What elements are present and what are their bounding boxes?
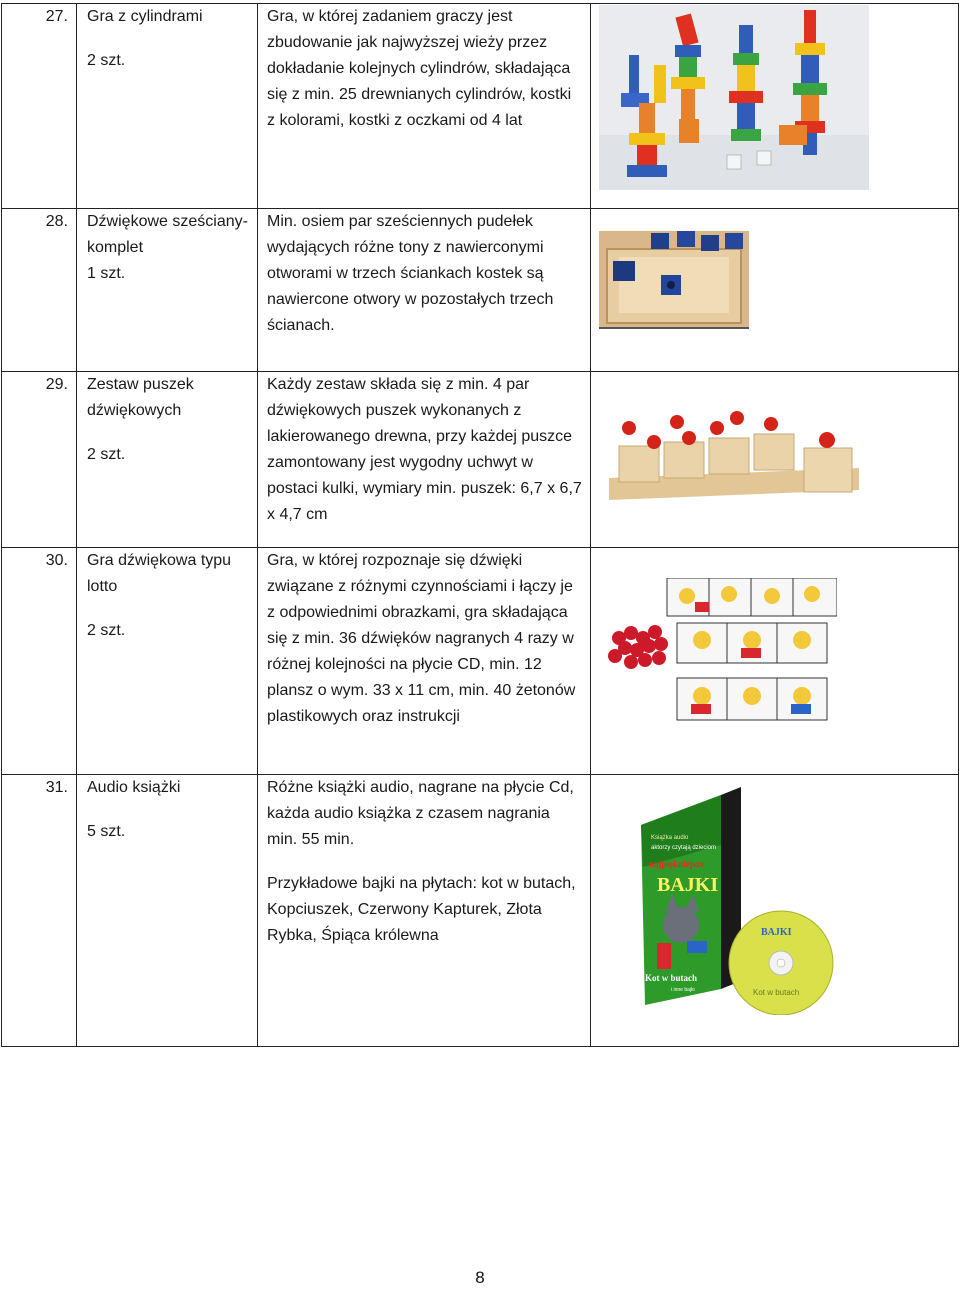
sound-boxes-photo — [609, 408, 859, 508]
table-row — [2, 209, 959, 372]
cover-sub-line: aktorzy czytają dzieciom — [651, 845, 717, 851]
item-quantity: 1 szt. — [87, 265, 126, 282]
item-description: Gra, w której zadaniem graczy jest zbudowanie jak najwyższej wieży przez dokładanie kolejnych cylindrów, składająca się z min. 25 drewnianych cylindrów, kostki z kolorami, kostki z oczkami od 4 lat — [267, 8, 572, 129]
audiobook-dvd-photo — [621, 785, 861, 1015]
table-row — [2, 4, 959, 209]
item-description: Każdy zestaw składa się z min. 4 par dźwiękowych puszek wykonanych z lakierowanego drewna, przy każdej puszce zamontowany jest wygodny uchwyt w postaci kulki, wymiary min. puszek: 6,7 x 6,7 x 4,7 cm — [267, 376, 582, 523]
cover-story: Kot w butach — [645, 973, 698, 983]
item-quantity: 2 szt. — [87, 622, 126, 639]
item-number: 27. — [45, 8, 68, 25]
item-number: 30. — [45, 552, 68, 569]
item-quantity: 5 szt. — [87, 823, 126, 840]
item-description-examples: Przykładowe bajki na płytach: kot w butach, Kopciuszek, Czerwony Kapturek, Złota Rybka, Śpiąca królewna — [267, 875, 576, 944]
item-description: Różne książki audio, nagrane na płycie Cd, każda audio książka z czasem nagrania min. 55 min. — [267, 779, 574, 848]
cover-top-line: Książka audio — [651, 835, 689, 841]
item-name: Gra z cylindrami — [87, 8, 203, 25]
page-number: 8 — [475, 1268, 485, 1287]
product-spec-table — [1, 3, 959, 1047]
item-description: Min. osiem par sześciennych pudełek wydających różne tony z nawierconymi otworami w trzech ściankach kostek są nawiercone otwory w pozostałych trzech ścianach. — [267, 213, 554, 334]
item-name: Audio książki — [87, 779, 181, 796]
item-quantity: 2 szt. — [87, 52, 126, 69]
stacked-cylinders-photo — [599, 5, 869, 190]
cover-banner: najpiękniejsze — [649, 859, 704, 869]
table-row — [2, 548, 959, 775]
item-number: 28. — [45, 213, 68, 230]
sound-cubes-photo — [599, 231, 749, 329]
item-quantity: 2 szt. — [87, 446, 126, 463]
item-name: Zestaw puszek dźwiękowych — [87, 376, 194, 419]
item-description: Gra, w której rozpoznaje się dźwięki związane z różnymi czynnościami i łączy je z odpowiednimi obrazkami, gra składająca się z min. 36 dźwięków nagranych 4 razy w różnej kolejności na płycie CD, min. 12 plansz o wym. 33 x 11 cm, min. 40 żetonów plastikowych oraz instrukcji — [267, 552, 576, 725]
item-name: Dźwiękowe sześciany- komplet — [87, 213, 248, 256]
disc-story: Kot w butach — [753, 988, 800, 997]
disc-title: BAJKI — [761, 927, 792, 938]
table-row — [2, 372, 959, 548]
table-row — [2, 775, 959, 1047]
cover-story-sub: i inne bajki — [671, 987, 695, 993]
cover-title: BAJKI — [657, 874, 719, 896]
item-number: 29. — [45, 376, 68, 393]
item-name: Gra dźwiękowa typu lotto — [87, 552, 232, 595]
item-number: 31. — [45, 779, 68, 796]
sound-lotto-photo — [607, 578, 837, 738]
